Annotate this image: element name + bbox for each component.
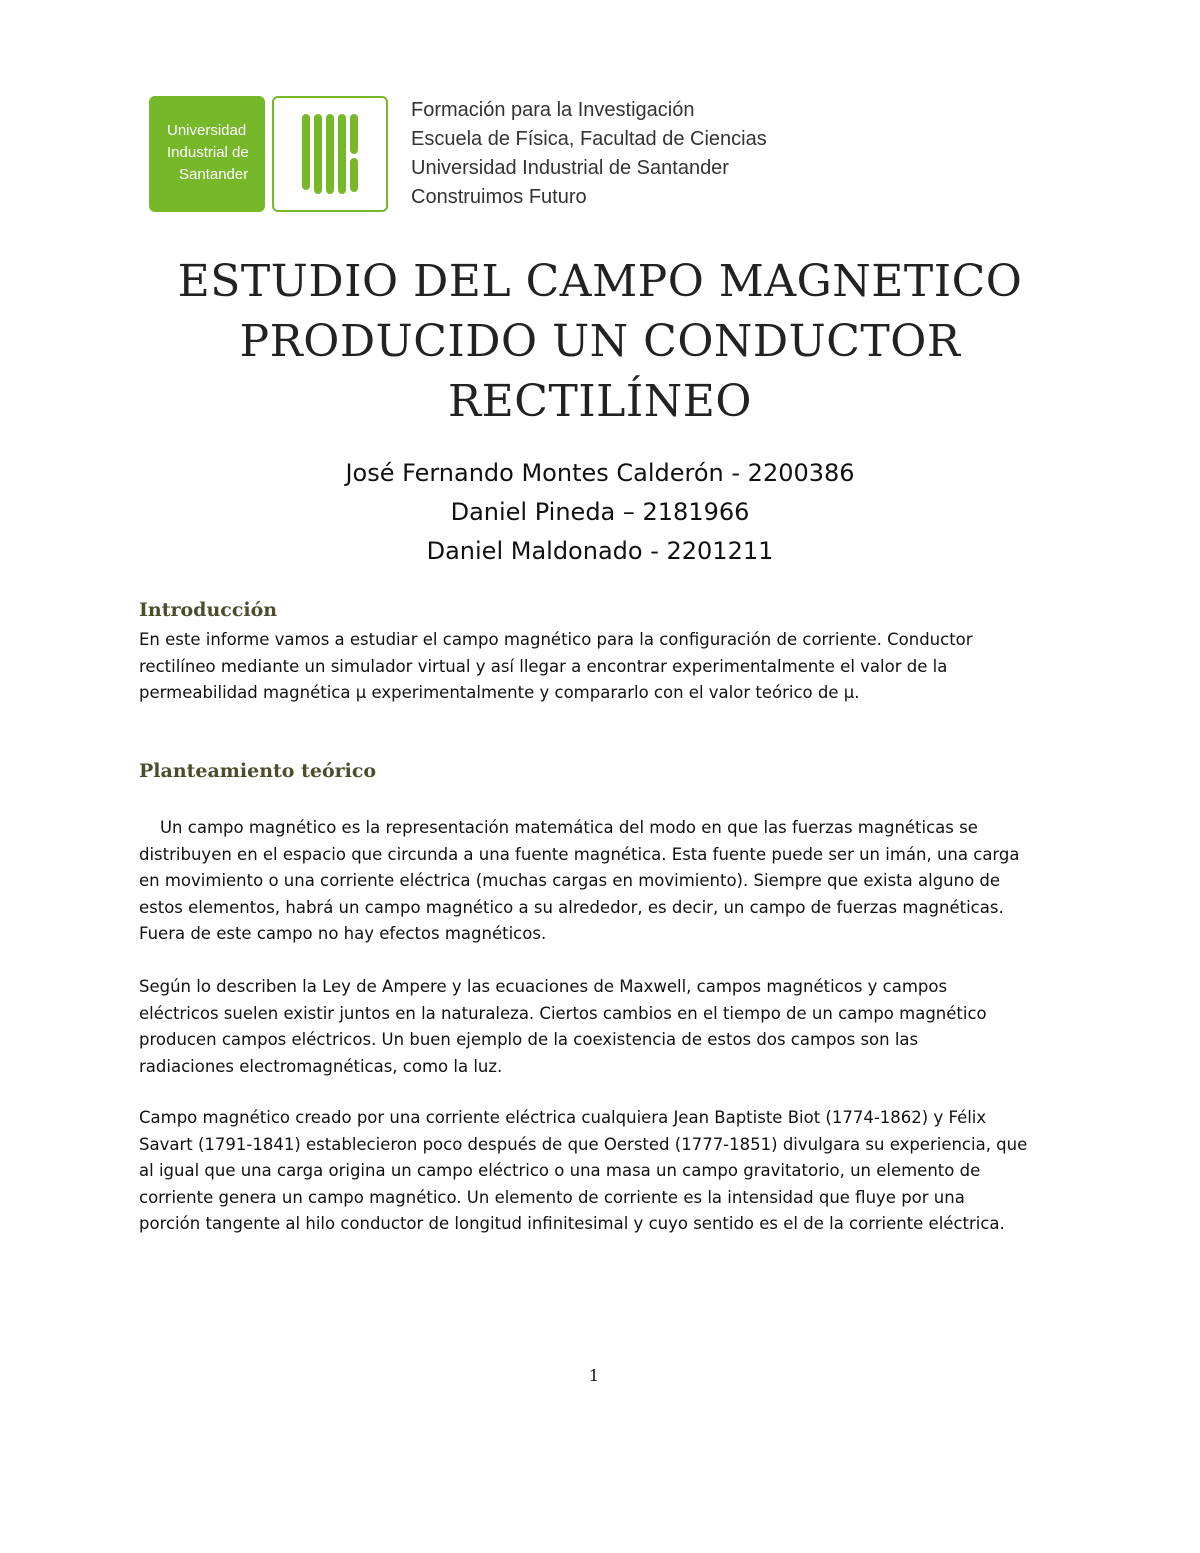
theory-paragraph-1 <box>139 815 1079 948</box>
theory-paragraph-2 <box>139 974 1079 1080</box>
intro-paragraph <box>139 627 1079 707</box>
paragraph-line: permeabilidad magnética μ experimentalmente y compararlo con el valor teórico de μ. <box>139 683 860 703</box>
authors-block <box>100 454 1100 571</box>
logo-text-line: Santander <box>179 166 249 183</box>
paragraph-line: Campo magnético creado por una corriente eléctrica cualquiera Jean Baptiste Biot (1774-1862) y Félix <box>139 1108 987 1127</box>
theory-paragraph-3 <box>139 1105 1079 1238</box>
paragraph-line: distribuyen en el espacio que circunda a una fuente magnética. Esta fuente puede ser un imán, una carga <box>139 844 1020 864</box>
author-line: José Fernando Montes Calderón - 2200386 <box>345 459 855 487</box>
paragraph-line: porción tangente al hilo conductor de longitud infinitesimal y cuyo sentido es el de la corriente eléctrica. <box>139 1214 1005 1234</box>
author-line: Daniel Pineda – 2181966 <box>450 498 750 526</box>
title-line: PRODUCIDO UN CONDUCTOR <box>239 316 961 367</box>
paragraph-line: corriente genera un campo magnético. Un elemento de corriente es la intensidad que fluye por una <box>139 1187 965 1207</box>
intro-heading: Introducción <box>139 599 278 621</box>
paragraph-line: Según lo describen la Ley de Ampere y las ecuaciones de Maxwell, campos magnéticos y campos <box>139 977 948 996</box>
title-line: ESTUDIO DEL CAMPO MAGNETICO <box>177 256 1023 307</box>
author-line: Daniel Maldonado - 2201211 <box>426 537 774 565</box>
paragraph-line: producen campos eléctricos. Un buen ejemplo de la coexistencia de estos dos campos son las <box>139 1030 919 1050</box>
title-line: RECTILÍNEO <box>448 376 752 427</box>
theory-heading: Planteamiento teórico <box>139 760 377 782</box>
logo-text-line: Universidad <box>167 122 247 139</box>
paragraph-line: Savart (1791-1841) establecieron poco después de que Oersted (1777-1851) divulgara su experiencia, que <box>139 1134 1028 1154</box>
paragraph-line: En este informe vamos a estudiar el campo magnético para la configuración de corriente. Conductor <box>139 630 973 649</box>
page-number: 1 <box>588 1366 600 1385</box>
paragraph-line: rectilíneo mediante un simulador virtual y así llegar a encontrar experimentalmente el valor de la <box>139 656 948 676</box>
uis-logo-mark <box>272 96 388 212</box>
paragraph-line: al igual que una carga origina un campo eléctrico o una masa un campo gravitatorio, un elemento de <box>139 1161 981 1181</box>
uis-emblem-icon <box>300 112 362 196</box>
paragraph-line: eléctricos suelen existir juntos en la naturaleza. Ciertos cambios en el tiempo de un campo magnético <box>139 1003 987 1023</box>
paragraph-line: Fuera de este campo no hay efectos magnéticos. <box>139 924 547 944</box>
document-title <box>100 252 1100 432</box>
paragraph-line: estos elementos, habrá un campo magnético a su alrededor, es decir, un campo de fuerzas magnéticas. <box>139 897 1004 917</box>
institution-block <box>411 96 767 212</box>
logo-text-line: Industrial de <box>167 144 249 161</box>
institution-line: Construimos Futuro <box>411 186 587 208</box>
paragraph-line: radiaciones electromagnéticas, como la luz. <box>139 1056 503 1076</box>
paragraph-line: Un campo magnético es la representación matemática del modo en que las fuerzas magnéticas se <box>139 818 978 837</box>
institution-line: Escuela de Física, Facultad de Ciencias <box>411 128 767 150</box>
university-logo-text-block <box>149 96 265 212</box>
institution-line: Universidad Industrial de Santander <box>411 157 729 179</box>
paragraph-line: en movimiento o una corriente eléctrica (muchas cargas en movimiento). Siempre que exista alguno de <box>139 871 1001 891</box>
institution-line: Formación para la Investigación <box>411 99 695 121</box>
